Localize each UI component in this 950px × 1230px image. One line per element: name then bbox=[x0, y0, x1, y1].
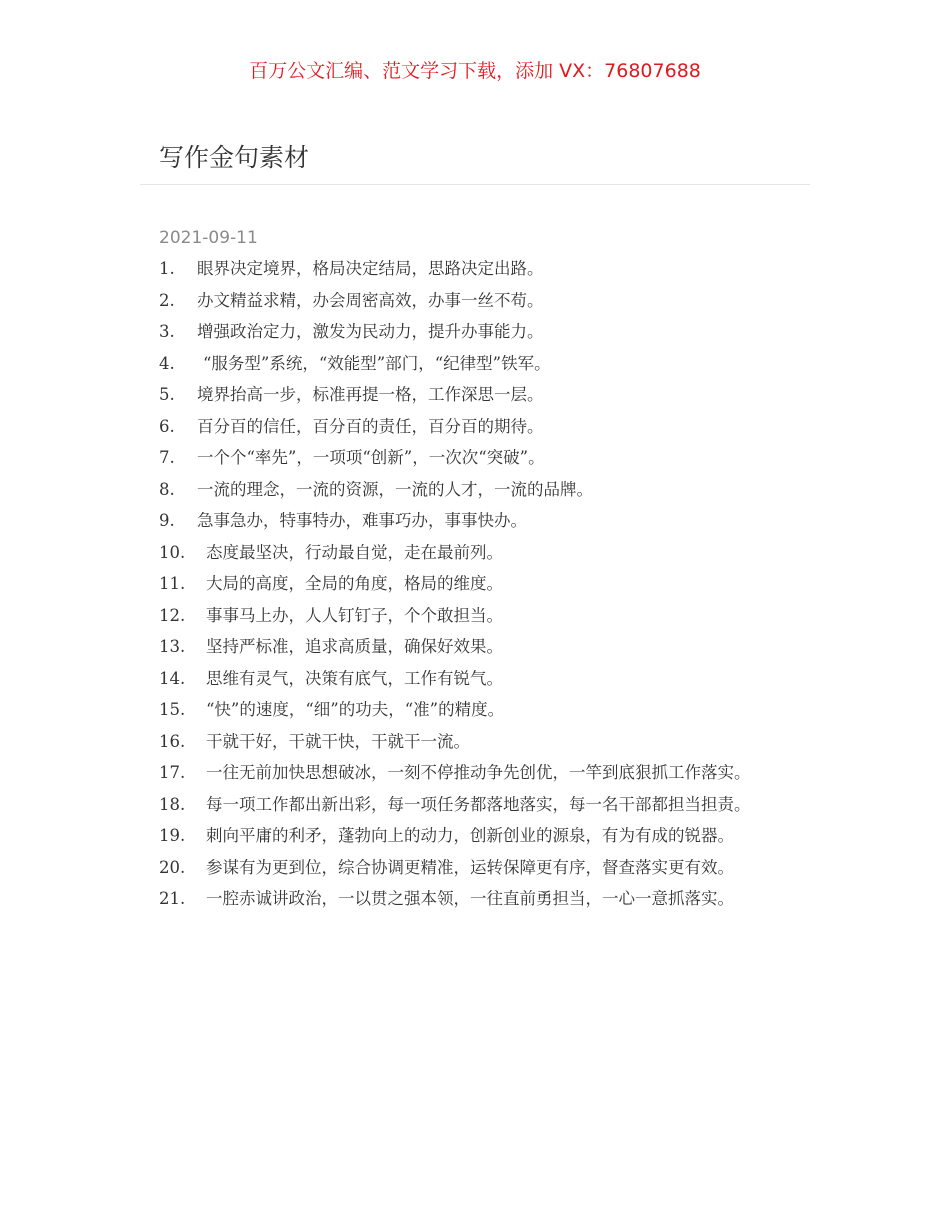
item-number: 4. bbox=[159, 353, 175, 373]
item-text: 百分百的信任，百分百的责任，百分百的期待。 bbox=[197, 416, 544, 436]
list-item bbox=[159, 348, 795, 380]
item-text: 一腔赤诚讲政治，一以贯之强本领，一往直前勇担当，一心一意抓落实。 bbox=[206, 889, 734, 908]
item-text: 事事马上办，人人钉钉子，个个敢担当。 bbox=[206, 605, 503, 625]
download-banner: 百万公文汇编、范文学习下载，添加 VX：76807688 bbox=[249, 60, 701, 82]
item-number: 21. bbox=[159, 889, 186, 908]
item-number: 15. bbox=[159, 700, 186, 719]
item-number: 2. bbox=[159, 290, 175, 310]
item-text: 一流的理念，一流的资源，一流的人才，一流的品牌。 bbox=[197, 479, 593, 499]
item-text: 态度最坚决，行动最自觉，走在最前列。 bbox=[206, 542, 503, 562]
item-text: 刺向平庸的利矛，蓬勃向上的动力，创新创业的源泉，有为有成的锐器。 bbox=[206, 826, 734, 845]
list-item bbox=[159, 505, 795, 537]
list-item bbox=[159, 474, 795, 506]
item-text: 一往无前加快思想破冰，一刻不停推动争先创优，一竿到底狠抓工作落实。 bbox=[206, 763, 751, 782]
quote-list bbox=[159, 253, 795, 915]
title-divider bbox=[140, 184, 810, 185]
list-item bbox=[159, 852, 795, 884]
item-number: 7. bbox=[159, 448, 175, 467]
item-text: 境界抬高一步，标准再提一格，工作深思一层。 bbox=[197, 385, 544, 404]
list-item bbox=[159, 537, 795, 569]
item-text: 急事急办，特事特办，难事巧办，事事快办。 bbox=[197, 511, 527, 530]
list-item bbox=[159, 663, 795, 695]
page-title: 写作金句素材 bbox=[159, 143, 310, 172]
list-item bbox=[159, 253, 795, 285]
item-text: 眼界决定境界，格局决定结局，思路决定出路。 bbox=[197, 259, 544, 278]
list-item bbox=[159, 411, 795, 443]
item-number: 1. bbox=[159, 259, 175, 278]
item-text: “快”的速度，“细”的功夫，“准”的精度。 bbox=[206, 700, 505, 719]
item-number: 12. bbox=[159, 605, 186, 625]
list-item bbox=[159, 600, 795, 632]
item-number: 3. bbox=[159, 322, 175, 341]
list-item bbox=[159, 694, 795, 726]
item-number: 14. bbox=[159, 668, 186, 688]
item-number: 5. bbox=[159, 385, 175, 404]
list-item bbox=[159, 631, 795, 663]
item-text: “服务型”系统，“效能型”部门，“纪律型”铁军。 bbox=[203, 353, 551, 373]
item-text: 一个个“率先”，一项项“创新”，一次次“突破”。 bbox=[197, 448, 545, 467]
item-number: 9. bbox=[159, 511, 175, 530]
list-item bbox=[159, 757, 795, 789]
item-text: 参谋有为更到位，综合协调更精准，运转保障更有序，督查落实更有效。 bbox=[206, 857, 734, 877]
list-item bbox=[159, 442, 795, 474]
item-number: 11. bbox=[159, 574, 186, 593]
item-text: 增强政治定力，激发为民动力，提升办事能力。 bbox=[197, 322, 544, 341]
item-number: 13. bbox=[159, 637, 186, 656]
list-item bbox=[159, 316, 795, 348]
list-item bbox=[159, 883, 795, 915]
item-text: 思维有灵气，决策有底气，工作有锐气。 bbox=[206, 668, 503, 688]
list-item bbox=[159, 285, 795, 317]
item-text: 办文精益求精，办会周密高效，办事一丝不苟。 bbox=[197, 290, 544, 310]
publish-date: 2021-09-11 bbox=[159, 228, 258, 248]
list-item bbox=[159, 379, 795, 411]
item-text: 坚持严标准，追求高质量，确保好效果。 bbox=[206, 637, 503, 656]
list-item bbox=[159, 726, 795, 758]
list-item bbox=[159, 568, 795, 600]
item-text: 干就干好，干就干快，干就干一流。 bbox=[206, 731, 470, 751]
item-number: 16. bbox=[159, 731, 186, 751]
item-number: 10. bbox=[159, 542, 186, 562]
item-text: 每一项工作都出新出彩，每一项任务都落地落实，每一名干部都担当担责。 bbox=[206, 794, 751, 814]
item-number: 6. bbox=[159, 416, 175, 436]
list-item bbox=[159, 820, 795, 852]
item-number: 18. bbox=[159, 794, 186, 814]
item-number: 17. bbox=[159, 763, 186, 782]
item-number: 20. bbox=[159, 857, 186, 877]
item-number: 19. bbox=[159, 826, 186, 845]
item-text: 大局的高度，全局的角度，格局的维度。 bbox=[206, 574, 503, 593]
list-item bbox=[159, 789, 795, 821]
item-number: 8. bbox=[159, 479, 175, 499]
